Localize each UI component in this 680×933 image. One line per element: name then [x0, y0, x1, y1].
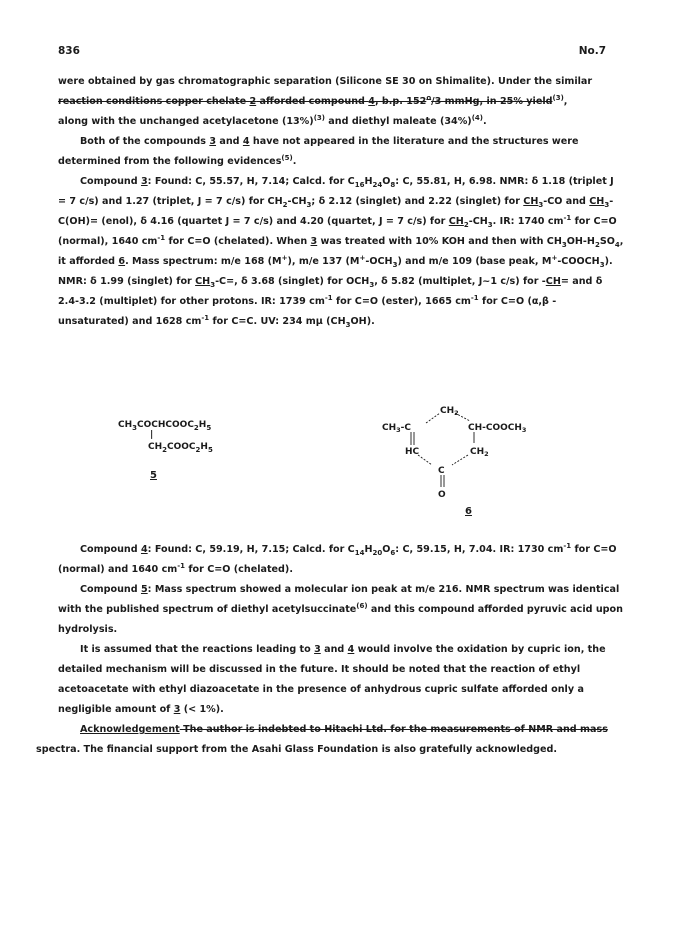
structure-6-ring	[380, 403, 580, 518]
structure-6	[380, 403, 580, 518]
structure-5-line-1: $CH_3COCHCOOC_2H_5$	[118, 420, 212, 432]
struck-line: reaction conditions copper chelate 2 afforded compound 4, b.p. 152$^o$/3 mmHg, in 25% yield	[58, 93, 553, 107]
intro-paragraph: were obtained by gas chromatographic separation (Silicone SE 30 on Shimalite). Under the similar reaction conditions copper chelate 2 afforded compound 4, b.p. 152$^o$/3 mmHg, in 25% yield$^{(3)}$, along with the unchanged acetylacetone $(13\%)^{(3)}$ and diethyl maleate $(34\%)^{(4)}$.	[58, 76, 593, 127]
lower-text	[36, 540, 624, 760]
structure-5-label: 5	[150, 470, 157, 481]
structure-6-label: 6	[465, 506, 472, 517]
acknowledgement-paragraph: Acknowledgement The author is indebted to Hitachi Ltd. for the measurements of NMR and mass spectra. The financial support from the Asahi Glass Foundation is also gratefully acknowledged.	[36, 724, 608, 755]
ring-top-ch2: $CH_2$	[440, 406, 459, 417]
ring-ch2: $CH_2$	[470, 447, 489, 458]
structure-5-bond: |	[150, 430, 154, 440]
evidence-paragraph: Both of the compounds 3 and 4 have not appeared in the literature and the structures were determined from the following evidences$^{(5)}$.	[58, 136, 579, 167]
compound-4-paragraph: Compound 4: Found: C, 59.19, H, 7.15; Calcd. for $C_{14}H_{20}O_6$: C, 59.15, H, 7.04. IR: 1730 $cm^{-1}$ for C=O (normal) and 1640 $cm^{-1}$ for C=O (chelated).	[58, 541, 617, 575]
ring-right-ester: $CH-COOCH_3$	[468, 423, 527, 434]
ring-left-methyl: $CH_3-C$	[382, 423, 412, 434]
structure-5	[118, 420, 268, 500]
issue-number: No.7	[578, 45, 606, 57]
ring-carbonyl-c: C	[438, 466, 445, 476]
structure-5-line-2: $CH_2COOC_2H_5$	[148, 442, 213, 454]
compound-3-paragraph: Compound 3: Found: C, 55.57, H, 7.14; Calcd. for $C_{16}H_{24}O_8$: C, 55.81, H, 6.98. NMR: δ 1.18 (triplet J = 7 c/s) and 1.27 (triplet, J = 7 c/s) for $CH_2-CH_3$; δ 2.12 (singlet) and 2.22 (singlet) for $CH_3-CO$ and $CH_3-C(OH)=$ (enol), δ 4.16 (quartet J = 7 c/s) and 4.20 (quartet, J = 7 c/s) for $CH_2-CH_3$. IR: 1740 $cm^{-1}$ for C=O (normal), 1640 $cm^{-1}$ for C=O (chelated). When 3 was treated with 10% KOH and then with $CH_3OH-H_2SO_4$, it afforded 6. Mass spectrum: m/e 168 (M+), m/e 137 $(M^+-OCH_3)$ and m/e 109 (base peak, $M^+-COOCH_3$). NMR: δ 1.99 (singlet) for $CH_3-C=$, δ 3.68 (singlet) for $OCH_3$, δ 5.82 (multiplet, J~1 c/s) for -CH= and δ 2.4-3.2 (multiplet) for other protons. IR: 1739 $cm^{-1}$ for C=O (ester), 1665 $cm^{-1}$ for C=O (α,β -unsaturated) and 1628 $cm^{-1}$ for C=C. UV: 234 mμ $(CH_3OH)$.	[58, 176, 624, 329]
acknowledgement-heading: Acknowledgement	[80, 724, 180, 735]
mechanism-paragraph: It is assumed that the reactions leading to 3 and 4 would involve the oxidation by cupric ion, the detailed mechanism will be discussed in the future. It should be noted that the reaction of ethyl acetoacetate with ethyl diazoacetate in the presence of anhydrous cupric sulfate afforded only a negligible amount of 3 (< 1%).	[58, 644, 606, 715]
upper-text	[58, 72, 624, 332]
ring-carbonyl-o: O	[438, 490, 446, 500]
ring-hc: HC	[405, 447, 420, 457]
compound-5-paragraph: Compound 5: Mass spectrum showed a molecular ion peak at m/e 216. NMR spectrum was identical with the published spectrum of diethyl acetylsuccinate$^{(6)}$ and this compound afforded pyruvic acid upon hydrolysis.	[58, 584, 623, 635]
page-number: 836	[58, 45, 80, 57]
